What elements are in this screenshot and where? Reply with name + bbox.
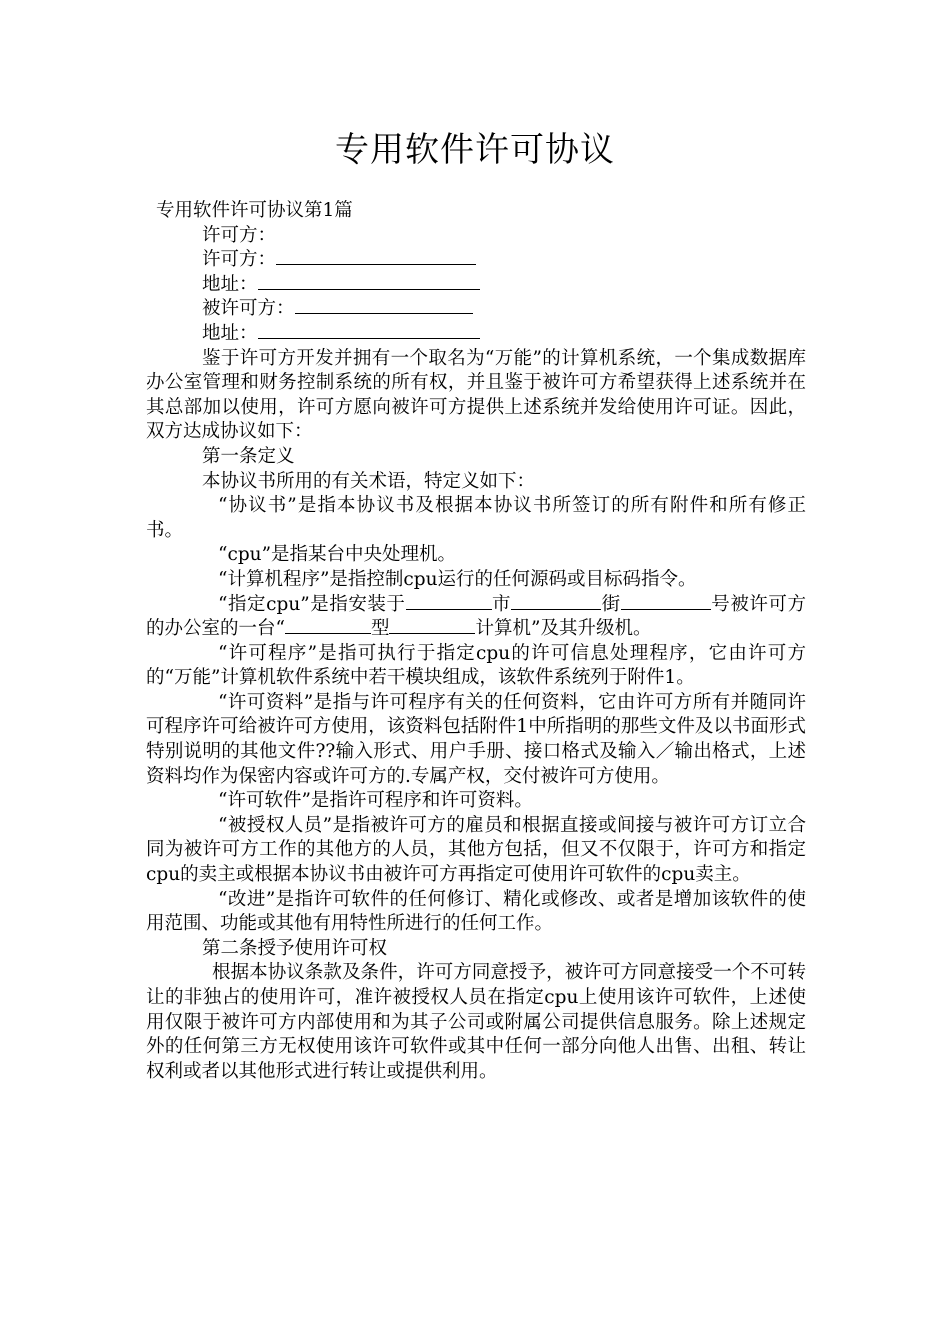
document-body bbox=[146, 199, 806, 1084]
licensor-blank-line bbox=[276, 248, 476, 265]
definition-agreement: “协议书”是指本协议书及根据本协议书所签订的所有附件和所有修正书。 bbox=[146, 495, 806, 541]
licensee-blank-line bbox=[295, 297, 473, 314]
designated-cpu-text-1: “指定cpu”是指安装于 bbox=[218, 593, 406, 615]
definition-licensed-software: “许可软件”是指许可程序和许可资料。 bbox=[218, 790, 533, 812]
street-blank-line bbox=[511, 593, 601, 610]
section-subtitle: 专用软件许可协议第1篇 bbox=[156, 200, 353, 221]
article-1-intro: 本协议书所用的有关术语，特定义如下： bbox=[202, 470, 536, 492]
licensee-address-blank-line bbox=[258, 322, 480, 339]
designated-cpu-text-4: 号被许可方的办公室的一台“ bbox=[146, 593, 806, 640]
article-1-title: 第一条定义 bbox=[202, 445, 295, 467]
licensee-field bbox=[146, 297, 806, 322]
licensor-label: 许可方： bbox=[202, 249, 277, 271]
designated-cpu-text-3: 街 bbox=[601, 593, 621, 615]
number-blank-line bbox=[621, 593, 711, 610]
licensor-address-label: 地址： bbox=[202, 273, 258, 295]
definition-designated-cpu bbox=[146, 593, 806, 642]
definition-computer-program: “计算机程序”是指控制cpu运行的任何源码或目标码指令。 bbox=[218, 568, 697, 590]
model-blank-line bbox=[285, 617, 371, 634]
computer-blank-line bbox=[389, 617, 475, 634]
definition-licensed-program: “许可程序”是指可执行于指定cpu的许可信息处理程序，它由许可方的“万能”计算机软件系统中若干模块组成，该软件系统列于附件1。 bbox=[146, 642, 806, 689]
article-2-title: 第二条授予使用许可权 bbox=[202, 937, 388, 959]
definition-improvement: “改进”是指许可软件的任何修订、精化或修改、或者是增加该软件的使用范围、功能或其他有用特性所进行的任何工作。 bbox=[146, 888, 806, 935]
preamble-paragraph: 鉴于许可方开发并拥有一个取名为“万能”的计算机系统，一个集成数据库办公室管理和财务控制系统的所有权，并且鉴于被许可方希望获得上述系统并在其总部加以使用，许可方愿向被许可方提供上述系统并发给使用许可证。因此，双方达成协议如下： bbox=[146, 347, 806, 443]
licensor-heading: 许可方： bbox=[202, 224, 277, 246]
city-blank-line bbox=[406, 593, 492, 610]
article-2-body: 根据本协议条款及条件，许可方同意授予，被许可方同意接受一个不可转让的非独占的使用许可，准许被授权人员在指定cpu上使用该许可软件，上述使用仅限于被许可方内部使用和为其子公司或附属公司提供信息服务。除上述规定外的任何第三方无权使用该许可软件或其中任何一部分向他人出售、出租、转让权利或者以其他形式进行转让或提供利用。 bbox=[146, 962, 806, 1082]
licensor-address-field bbox=[146, 273, 806, 298]
licensee-address-field bbox=[146, 322, 806, 347]
licensor-field bbox=[146, 248, 806, 273]
designated-cpu-text-5: 型 bbox=[370, 618, 390, 640]
definition-cpu: “cpu”是指某台中央处理机。 bbox=[218, 544, 457, 566]
licensor-address-blank-line bbox=[258, 273, 480, 290]
designated-cpu-text-2: 市 bbox=[491, 593, 512, 615]
licensee-label: 被许可方： bbox=[202, 298, 295, 320]
document-title: 专用软件许可协议 bbox=[335, 130, 615, 170]
definition-authorized-personnel: “被授权人员”是指被许可方的雇员和根据直接或间接与被许可方订立合同为被许可方工作的其他方的人员，其他方包括，但又不仅限于，许可方和指定cpu的卖主或根据本协议书由被许可方再指定可使用许可软件的cpu卖主。 bbox=[146, 814, 806, 886]
definition-licensed-materials: “许可资料”是指与许可程序有关的任何资料，它由许可方所有并随同许可程序许可给被许可方使用，该资料包括附件1中所指明的那些文件及以书面形式特别说明的其他文件??输入形式、用户手册、接口格式及输入／输出格式，上述资料均作为保密内容或许可方的.专属产权，交付被许可方使用。 bbox=[146, 691, 806, 787]
designated-cpu-text-6: 计算机”及其升级机。 bbox=[475, 618, 652, 640]
licensee-address-label: 地址： bbox=[202, 322, 258, 344]
